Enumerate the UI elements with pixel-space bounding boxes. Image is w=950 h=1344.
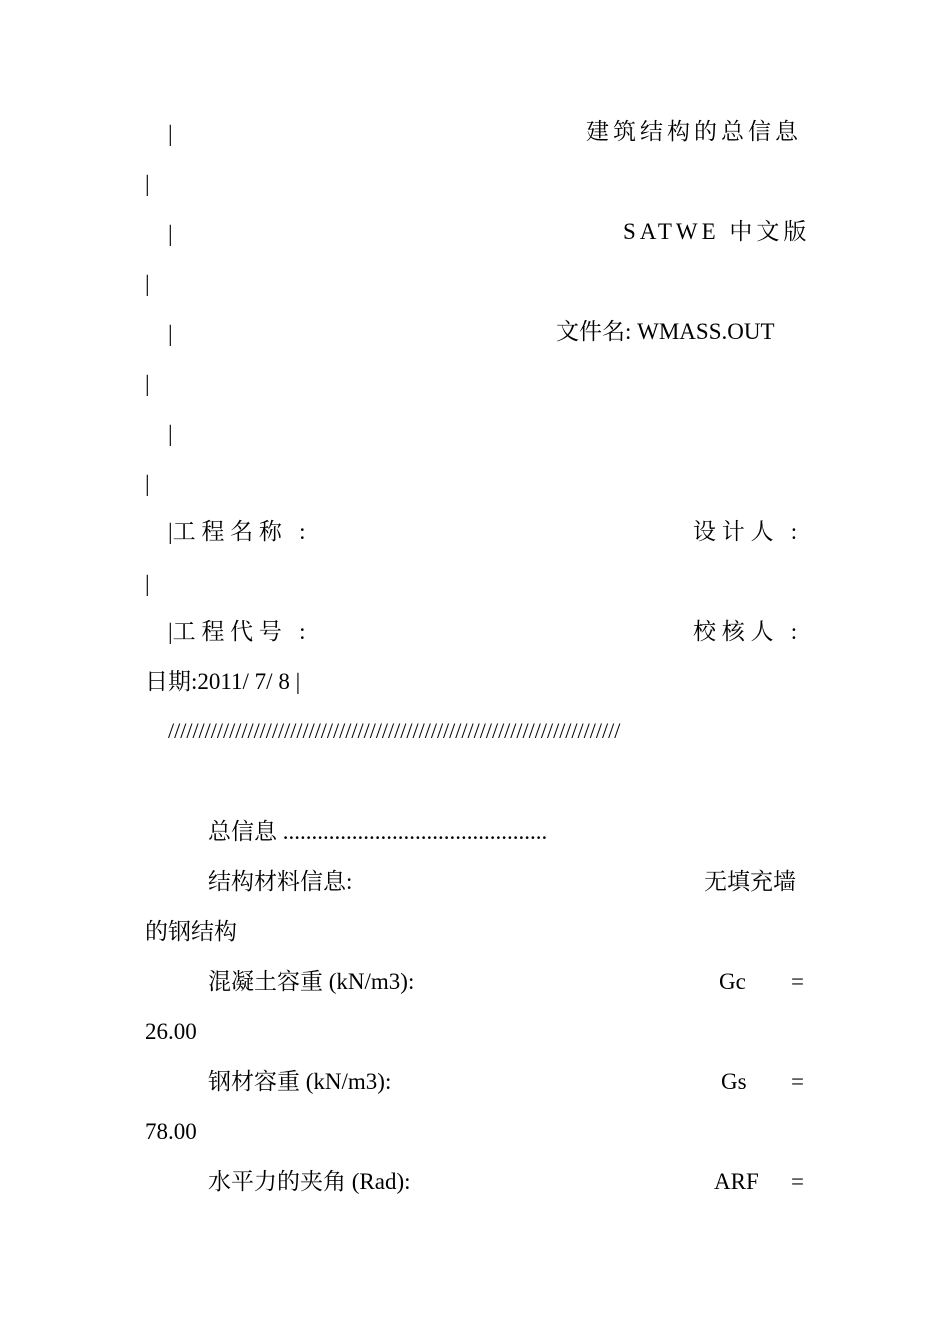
pipe-4a: | — [168, 421, 173, 446]
pipe-2b: | — [145, 271, 150, 296]
pipe-5b: | — [145, 571, 150, 596]
pipe-3b: | — [145, 371, 150, 396]
pipe-2a: | — [168, 221, 173, 246]
angle-symbol: ARF — [714, 1169, 759, 1194]
report-title: 建筑结构的总信息 — [586, 119, 802, 144]
steel-symbol: Gs — [721, 1069, 747, 1094]
concrete-equals: = — [791, 969, 804, 994]
project-code-label: |工 程 代 号 : — [168, 619, 306, 644]
material-value-b: 的钢结构 — [145, 919, 237, 944]
checker-label: 校 核 人 : — [693, 619, 798, 644]
separator-line: ////////////////////////////////////////////////////////////////////////// — [168, 718, 621, 743]
concrete-symbol: Gc — [719, 969, 746, 994]
steel-equals: = — [791, 1069, 804, 1094]
version-label: SATWE 中文版 — [623, 219, 811, 244]
concrete-density-label: 混凝土容重 (kN/m3): — [208, 969, 415, 994]
pipe-1a: | — [168, 121, 173, 146]
steel-density-label: 钢材容重 (kN/m3): — [208, 1069, 392, 1094]
pipe-4b: | — [145, 471, 150, 496]
angle-equals: = — [791, 1169, 804, 1194]
pipe-3a: | — [168, 321, 173, 346]
general-heading: 总信息 .............................................. — [208, 819, 548, 844]
date-line: 日期:2011/ 7/ 8 | — [145, 669, 301, 694]
material-label: 结构材料信息: — [208, 869, 353, 894]
horizontal-force-angle-label: 水平力的夹角 (Rad): — [208, 1169, 411, 1194]
designer-label: 设 计 人 : — [693, 519, 798, 544]
project-name-label: |工 程 名 称 : — [168, 519, 306, 544]
concrete-value: 26.00 — [145, 1019, 197, 1044]
steel-value: 78.00 — [145, 1119, 197, 1144]
file-name: 文件名: WMASS.OUT — [556, 319, 775, 344]
pipe-1b: | — [145, 171, 150, 196]
material-value-a: 无填充墙 — [704, 869, 796, 894]
